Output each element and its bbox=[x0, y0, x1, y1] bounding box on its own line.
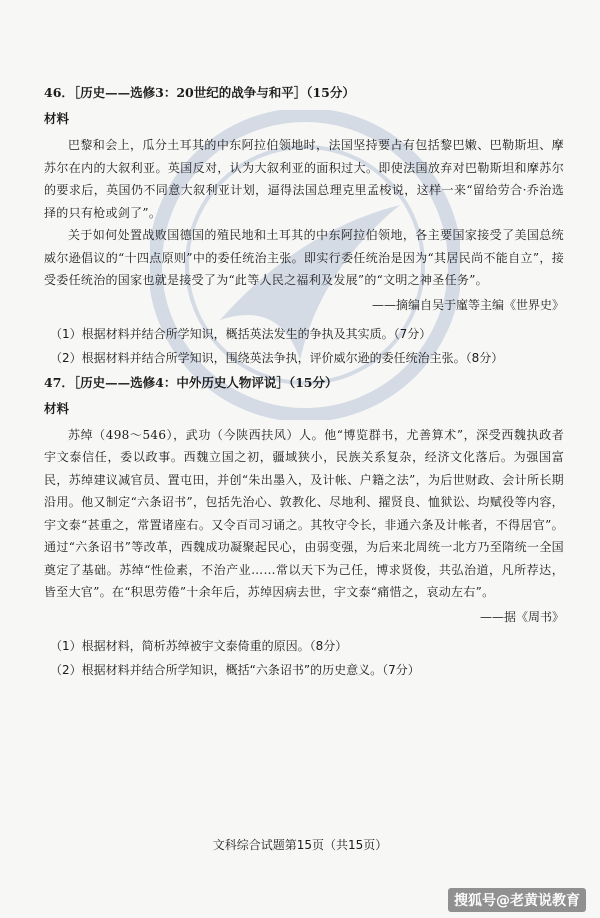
question-46-task: （2）根据材料并结合所学知识，围绕英法争执，评价威尔逊的委任统治主张。（8分） bbox=[50, 350, 504, 365]
question-46-material-label: 材料 bbox=[44, 111, 70, 126]
question-47-paragraph: 苏绰（498～546），武功（今陕西扶风）人。他“博览群书，尤善算术”，深受西魏执政者宇文泰信任，委以政事。西魏立国之初，疆域狭小，民族关系复杂，经济文化落后。为强国富民，苏绰建议减官员、置屯田，并创“朱出墨入，及计帐、户籍之法”，为后世财政、会计所长期沿用。他又制定“六条诏书”，包括先治心、敦教化、尽地利、擢贤良、恤狱讼、均赋役等内容，宇文泰“甚重之，常置诸座右。又令百司习诵之。其牧守令长，非通六条及计帐者，不得居官”。通过“六条诏书”等改革，西魏成功凝聚起民心，由弱变强，为后来北周统一北方乃至隋统一全国奠定了基础。苏绰“性俭素，不治产业……常以天下为己任，博求贤俊，共弘治道，凡所荐达，皆至大官”。在“积思劳倦”十余年后，苏绰因病去世，宇文泰“痛惜之，哀动左右”。 bbox=[44, 427, 564, 599]
question-46-paragraph: 巴黎和会上，瓜分土耳其的中东阿拉伯领地时，法国坚持要占有包括黎巴嫩、巴勒斯坦、摩苏尔在内的大叙利亚。英国反对，认为大叙利亚的面积过大。即使法国放弃对巴勒斯坦和摩苏尔的要求后，英国仍不同意大叙利亚计划，逼得法国总理克里孟梭说，这样一来“留给劳合·乔治选择的只有枪或剑了”。 bbox=[44, 138, 564, 220]
question-46-heading: 46．［历史——选修3：20世纪的战争与和平］（15分） bbox=[44, 85, 355, 100]
question-47-task: （2）根据材料并结合所学知识，概括“六条诏书”的历史意义。（7分） bbox=[50, 662, 420, 677]
page-content bbox=[44, 84, 564, 682]
corner-watermark-text: 搜狐号@老黄说教育 bbox=[448, 888, 586, 912]
question-46-source: ——摘编自吴于廑等主编《世界史》 bbox=[371, 297, 564, 312]
question-47-source: ——据《周书》 bbox=[479, 609, 564, 624]
page-footer: 文科综合试题第15页（共15页） bbox=[212, 838, 388, 852]
question-46-task: （1）根据材料并结合所学知识，概括英法发生的争执及其实质。（7分） bbox=[50, 326, 432, 341]
question-47-task: （1）根据材料，简析苏绰被宇文泰倚重的原因。（8分） bbox=[50, 638, 348, 653]
question-46-paragraph: 关于如何处置战败国德国的殖民地和土耳其的中东阿拉伯领地，各主要国家接受了美国总统威尔逊倡议的“十四点原则”中的委任统治主张。即实行委任统治是因为“其居民尚不能自立”，接受委任统治的国家也就是接受了为“此等人民之福利及发展”的“文明之神圣任务”。 bbox=[44, 228, 564, 287]
question-47-material-label: 材料 bbox=[44, 400, 70, 416]
question-47-heading: 47．［历史——选修4：中外历史人物评说］（15分） bbox=[44, 374, 338, 390]
